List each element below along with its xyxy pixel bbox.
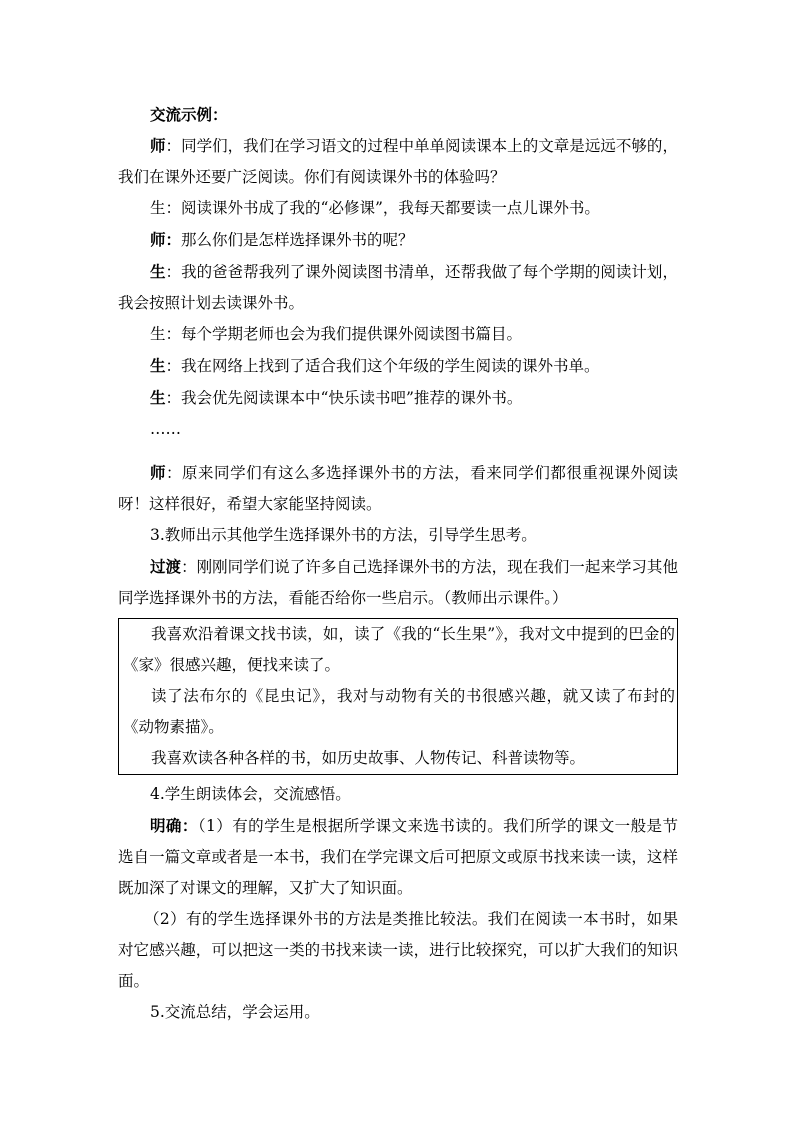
- dialogue-text: 同学们，我们在学习语文的过程中单单阅读课本上的文章是远远不够的，我们在课外还要广泛阅读。你们有阅读课外书的体验吗？: [118, 137, 678, 186]
- clarify-label: 明确：: [150, 816, 198, 835]
- dialogue-text: 我的爸爸帮我列了课外阅读图书清单，还帮我做了每个学期的阅读计划，我会按照计划去读课外书。: [118, 263, 678, 312]
- speaker-separator: ：: [165, 199, 182, 217]
- dialogue-line: [118, 256, 678, 319]
- clarify-paragraph: [118, 810, 678, 904]
- dialogue-line: [118, 319, 678, 350]
- ellipsis: ……: [150, 420, 181, 438]
- speaker-label: 生: [150, 325, 166, 343]
- document-page: [118, 99, 678, 1028]
- speaker-label: 师: [150, 230, 166, 249]
- summary-text: 原来同学们有这么多选择课外书的方法，看来同学们都很重视课外阅读呀！这样很好，希望大家能坚持阅读。: [118, 464, 678, 513]
- speaker-separator: ：: [165, 389, 182, 407]
- step-5: 5.交流总结，学会运用。: [150, 1003, 320, 1021]
- paragraph-spacer: [118, 445, 678, 457]
- dialogue-text: 阅读课外书成了我的“必修课”，我每天都要读一点儿课外书。: [181, 199, 600, 217]
- dialogue-line: [118, 193, 678, 224]
- dialogue-text: 我在网络上找到了适合我们这个年级的学生阅读的课外书单。: [181, 357, 600, 375]
- dialogue-text: 我会优先阅读课本中“快乐读书吧”推荐的课外书。: [181, 389, 523, 407]
- speaker-separator: ：: [165, 230, 182, 249]
- transition-separator: ：: [181, 558, 197, 576]
- dialogue-line: [118, 224, 678, 256]
- speaker-separator: ：: [166, 464, 183, 482]
- step-4: 4.学生朗读体会，交流感悟。: [150, 785, 351, 803]
- speaker-label: 生: [150, 356, 166, 375]
- transition-label: 过渡: [150, 557, 182, 576]
- teacher-summary: [118, 457, 678, 520]
- dialogue-text: 那么你们是怎样选择课外书的呢？: [181, 231, 414, 249]
- clarify-paragraph-2: （2）有的学生选择课外书的方法是类推比较法。我们在阅读一本书时，如果对它感兴趣，可以把这一类的书找来读一读，进行比较探究，可以扩大我们的知识面。: [118, 910, 678, 990]
- box-item: 读了法布尔的《昆虫记》，我对与动物有关的书很感兴趣，就又读了布封的《动物素描》。: [123, 687, 675, 736]
- speaker-label: 生: [150, 388, 166, 407]
- transition-text: 刚刚同学们说了许多自己选择课外书的方法，现在我们一起来学习其他同学选择课外书的方法，看能否给你一些启示。（教师出示课件。）: [118, 558, 678, 607]
- dialogue-line: [118, 130, 678, 193]
- speaker-label: 生: [150, 262, 166, 281]
- dialogue-line: [118, 382, 678, 414]
- speaker-label: 生: [150, 199, 166, 217]
- step-3: 3.教师出示其他学生选择课外书的方法，引导学生思考。: [150, 526, 537, 544]
- speaker-label: 师: [150, 136, 166, 155]
- speaker-separator: ：: [165, 137, 182, 155]
- speaker-separator: ：: [165, 263, 182, 281]
- box-item: 我喜欢沿着课文找书读，如，读了《我的“长生果”》，我对文中提到的巴金的《家》很感兴趣，便找来读了。: [123, 625, 675, 674]
- speaker-label: 师: [150, 463, 167, 482]
- transition-paragraph: [118, 551, 678, 614]
- section-heading: 交流示例：: [150, 105, 228, 124]
- courseware-box: [118, 618, 678, 775]
- dialogue-line: [118, 350, 678, 382]
- box-item: 我喜欢读各种各样的书，如历史故事、人物传记、科普读物等。: [151, 749, 586, 767]
- speaker-separator: ：: [165, 325, 182, 343]
- speaker-separator: ：: [165, 357, 182, 375]
- clarify-text: （1）有的学生是根据所学课文来选书读的。我们所学的课文一般是节选自一篇文章或者是一本书，我们在学完课文后可把原文或原书找来读一读，这样既加深了对课文的理解，又扩大了知识面。: [118, 817, 678, 897]
- dialogue-text: 每个学期老师也会为我们提供课外阅读图书篇目。: [181, 325, 523, 343]
